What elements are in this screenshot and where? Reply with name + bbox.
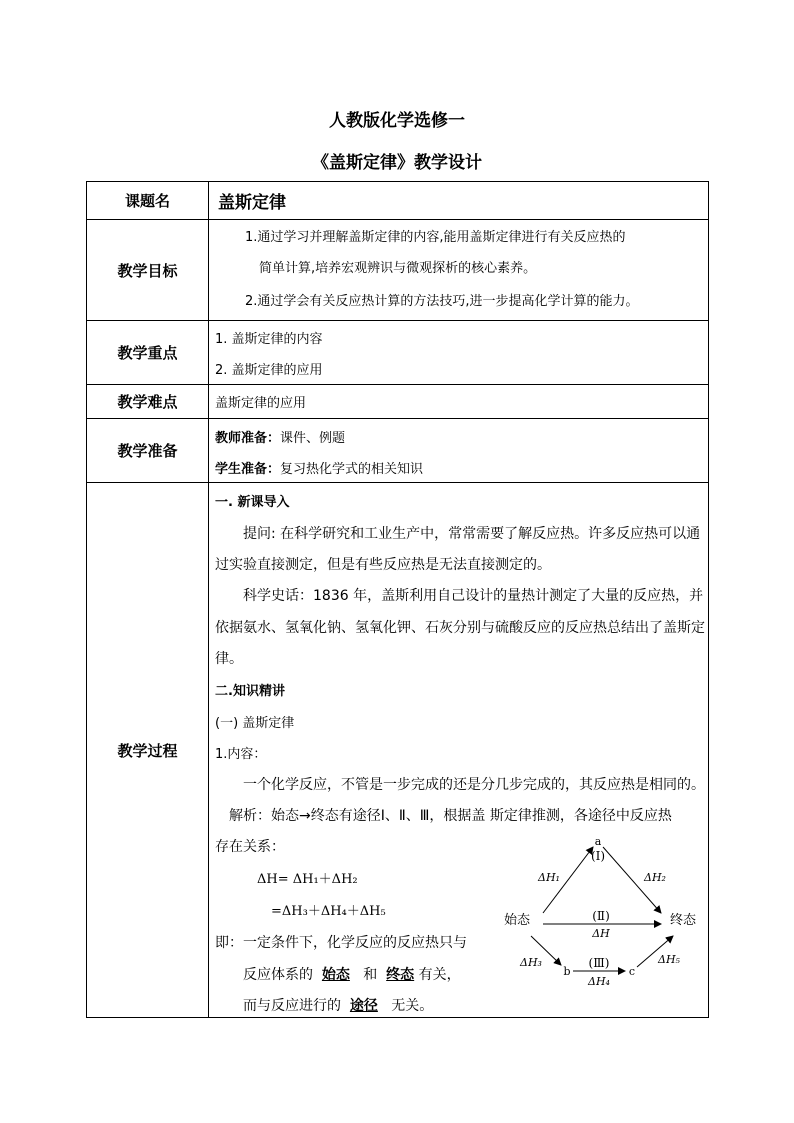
topic-value-cell [209, 182, 709, 220]
process-label: 教学过程 [87, 483, 209, 1018]
conclusion-text-e: 有关， [418, 967, 461, 983]
conclusion-text-f: 而与反应进行的 [243, 998, 341, 1014]
node-c: c [628, 965, 636, 978]
node-end: 终态 [669, 913, 697, 928]
dh4-label: ΔH₄ [588, 975, 610, 988]
difficulty-value: 盖斯定律的应用 [215, 396, 307, 411]
topic-value: 盖斯定律 [218, 193, 286, 213]
blank-initial-state: 始态 [321, 967, 350, 983]
difficulty-label: 教学难点 [87, 385, 209, 419]
history-paragraph-line-1: 科学史话：1836 年，盖斯利用自己设计的量热计测定了大量的反应热，并 [243, 588, 704, 604]
section-1-title: 一. 新课导入 [215, 495, 290, 510]
key-points-label: 教学重点 [87, 321, 209, 385]
document-title: 人教版化学选修一 [329, 111, 465, 131]
path-1-label: (Ⅰ) [590, 849, 606, 863]
equation-2: =ΔH₃＋ΔH₄＋ΔH₅ [271, 904, 386, 919]
preparation-label: 教学准备 [87, 419, 209, 483]
key-points-row [87, 321, 709, 385]
history-paragraph-line-3: 律。 [215, 651, 243, 667]
conclusion-line-1: 即：一定条件下，化学反应的反应热只与 [215, 935, 467, 951]
analysis-line-2: 存在关系： [215, 839, 285, 855]
teacher-preparation-label: 教师准备： [215, 431, 281, 446]
conclusion-text-a: 反应体系的 [243, 967, 313, 983]
conclusion-text-g: 无关。 [391, 998, 434, 1014]
analysis-line-1: 解析：始态→终态有途径Ⅰ、Ⅱ、Ⅲ，根据盖 斯定律推测，各途径中反应热 [229, 808, 672, 824]
node-start: 始态 [503, 913, 531, 928]
hess-law-diagram [497, 833, 711, 1013]
dh1-label: ΔH₁ [538, 871, 560, 884]
dh5-label: ΔH₅ [658, 953, 680, 966]
topic-row [87, 182, 709, 220]
student-preparation-value: 复习热化学式的相关知识 [280, 462, 424, 477]
equation-1: ΔH= ΔH₁＋ΔH₂ [257, 872, 358, 887]
section-2-title: 二.知识精讲 [215, 684, 285, 699]
goals-label: 教学目标 [87, 220, 209, 321]
document-subtitle: 《盖斯定律》教学设计 [312, 153, 482, 173]
item-content-label: 1.内容： [215, 747, 267, 762]
goal-line-2: 简单计算,培养宏观辨识与微观探析的核心素养。 [259, 261, 537, 276]
goal-line-3: 2.通过学会有关反应热计算的方法技巧,进一步提高化学计算的能力。 [245, 294, 639, 309]
node-a: a [594, 835, 602, 848]
conclusion-line-2 [243, 964, 461, 984]
path-3-label: (Ⅲ) [588, 956, 610, 970]
teacher-preparation [215, 427, 345, 446]
node-b: b [563, 965, 571, 978]
student-preparation [215, 458, 423, 477]
key-point-1: 1. 盖斯定律的内容 [215, 332, 323, 347]
path-2-label: (Ⅱ) [592, 909, 610, 923]
lesson-plan-table [86, 181, 709, 1018]
goals-row [87, 220, 709, 321]
blank-final-state: 终态 [386, 967, 415, 983]
dh2-label: ΔH₂ [644, 871, 666, 884]
hess-law-statement: 一个化学反应，不管是一步完成的还是分几步完成的，其反应热是相同的。 [243, 777, 705, 793]
dh3-label: ΔH₃ [520, 956, 542, 969]
dh-total-label: ΔH [592, 927, 610, 940]
intro-paragraph-line-2: 过实验直接测定，但是有些反应热是无法直接测定的。 [215, 557, 551, 573]
process-row [87, 483, 709, 1018]
student-preparation-label: 学生准备： [215, 462, 281, 477]
teacher-preparation-value: 课件、例题 [280, 431, 346, 446]
topic-label: 课题名 [87, 182, 209, 220]
subsection-hess-law: (一) 盖斯定律 [215, 716, 295, 731]
goal-line-1: 1.通过学习并理解盖斯定律的内容,能用盖斯定律进行有关反应热的 [245, 230, 626, 245]
difficulty-row [87, 385, 709, 419]
conclusion-text-c: 和 [363, 967, 378, 983]
preparation-row [87, 419, 709, 483]
key-point-2: 2. 盖斯定律的应用 [215, 363, 323, 378]
history-paragraph-line-2: 依据氨水、氢氧化钠、氢氧化钾、石灰分别与硫酸反应的反应热总结出了盖斯定 [215, 620, 705, 636]
blank-path: 途径 [349, 998, 378, 1014]
intro-paragraph-line-1: 提问: 在科学研究和工业生产中，常常需要了解反应热。许多反应热可以通 [243, 526, 701, 542]
conclusion-line-3 [243, 995, 433, 1015]
